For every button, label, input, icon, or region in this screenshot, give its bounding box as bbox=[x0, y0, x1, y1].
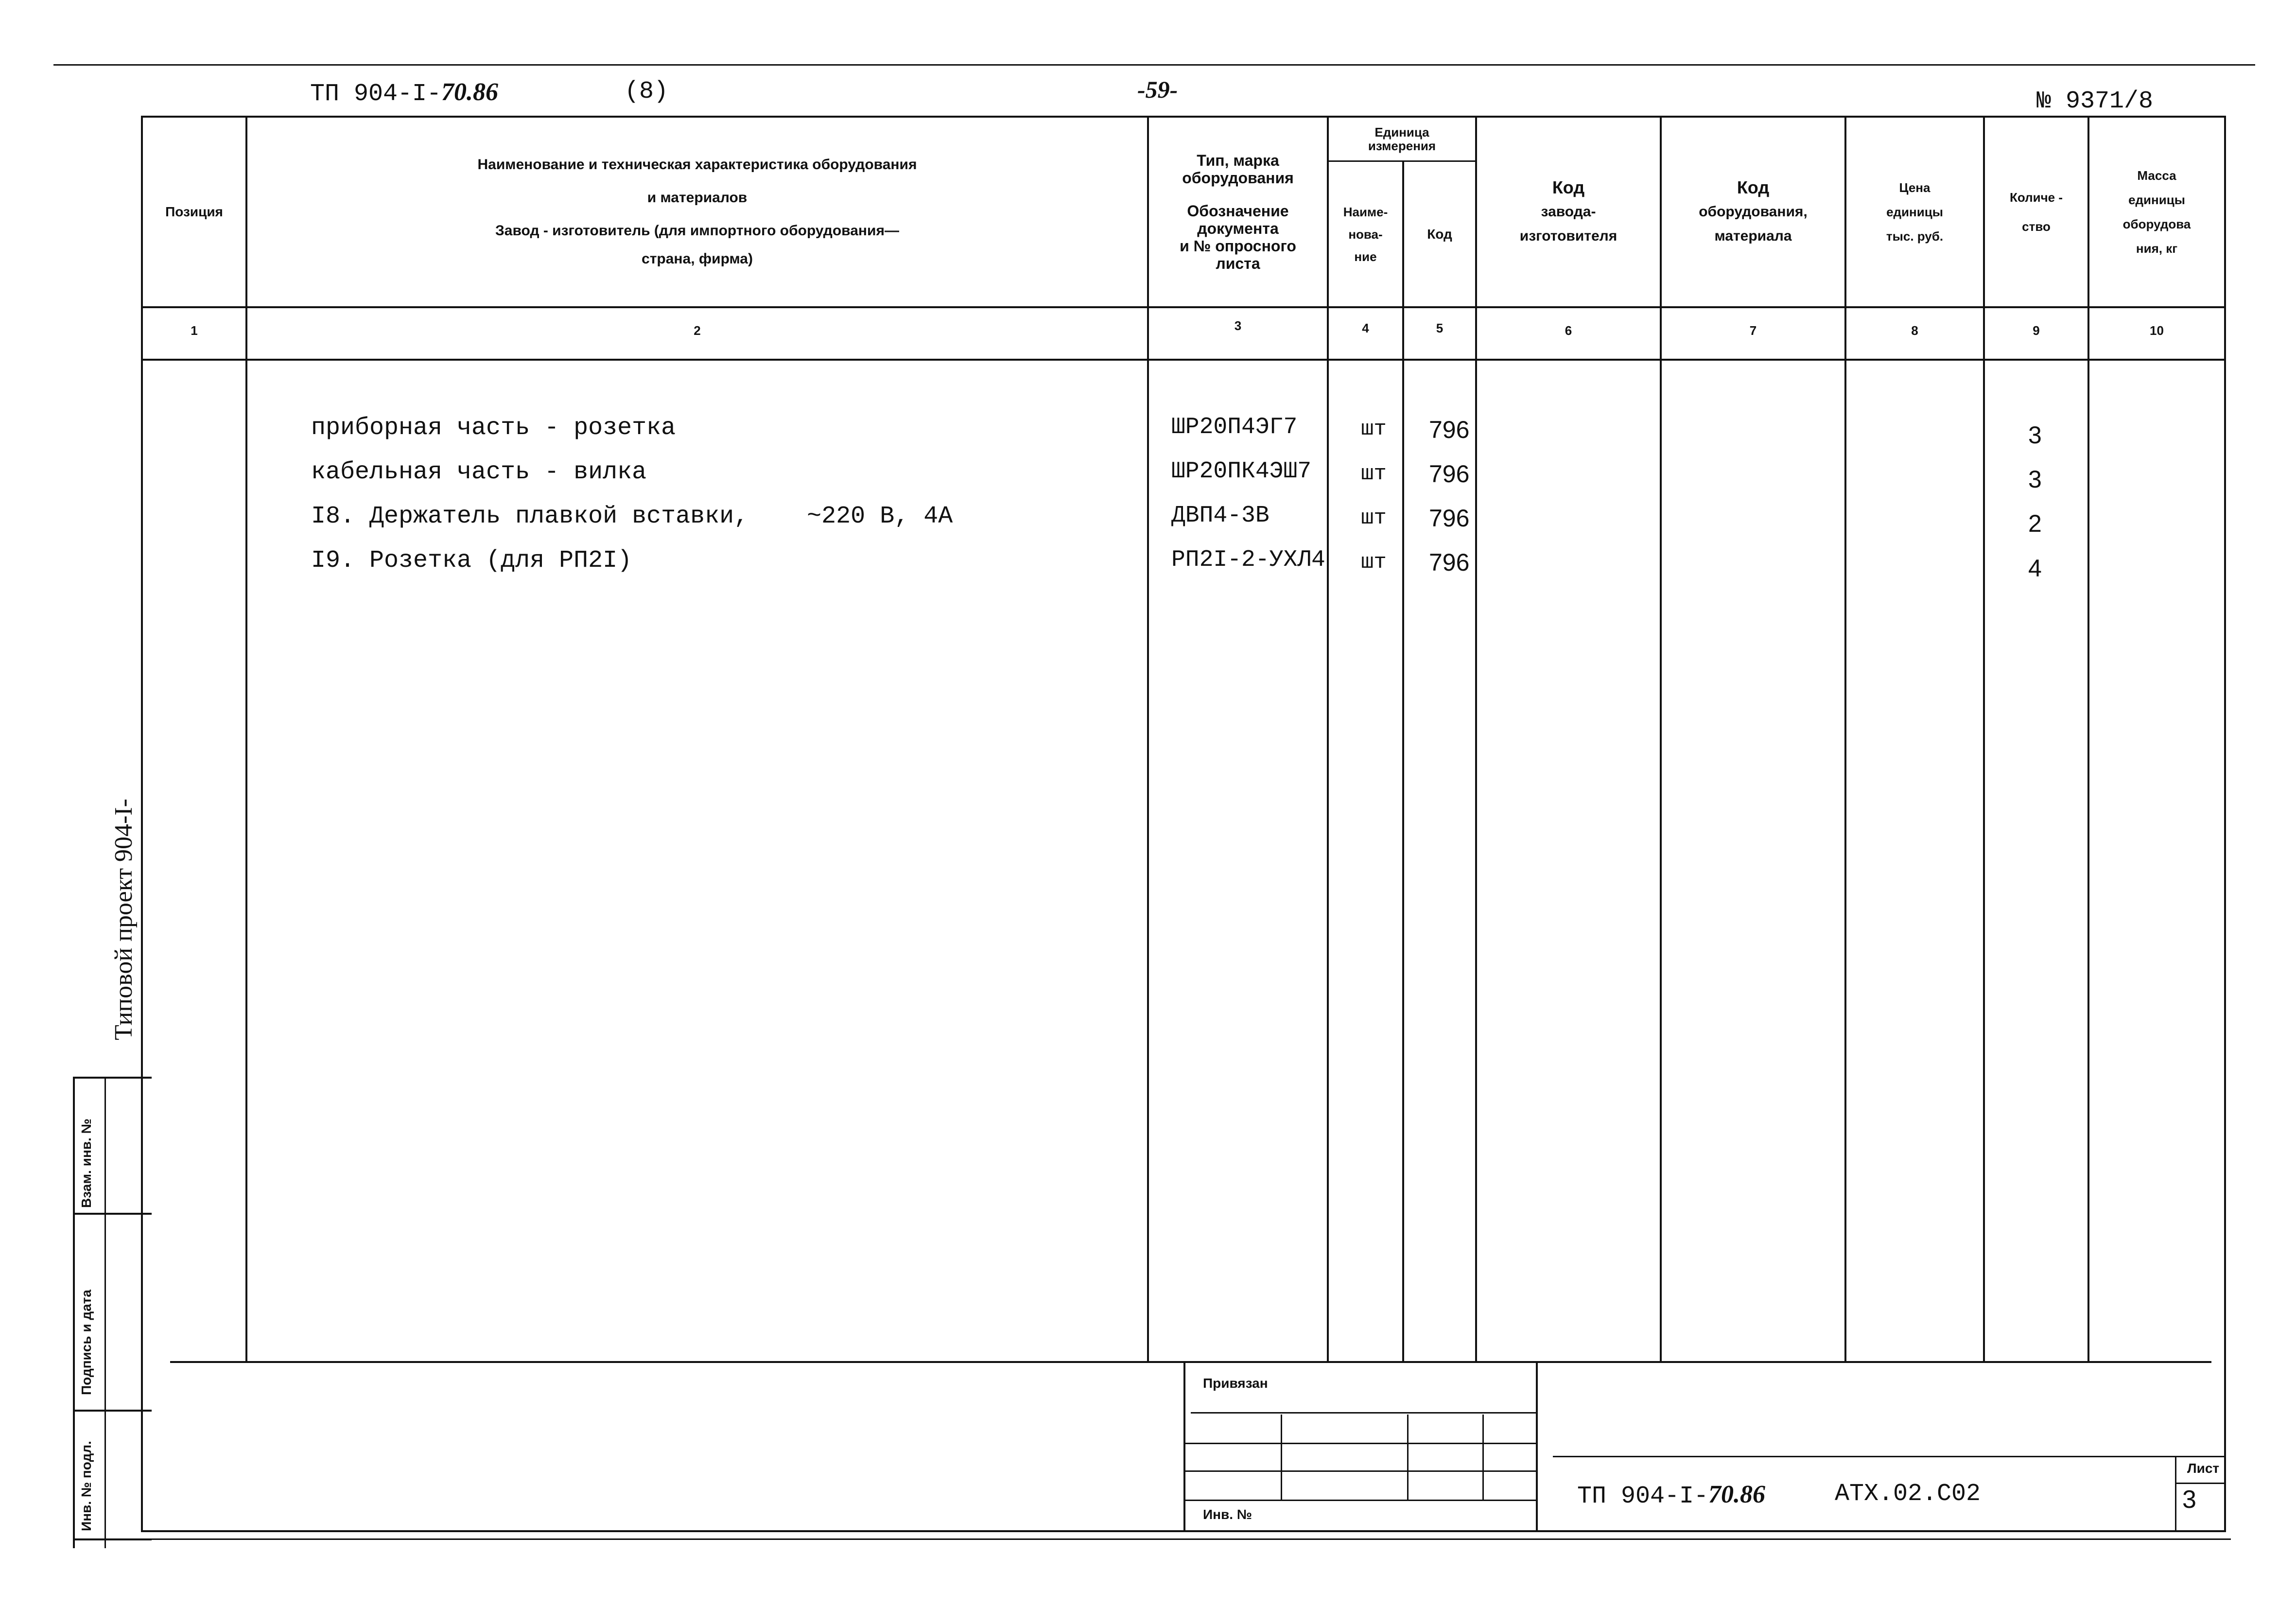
row-qty: 2 bbox=[2028, 510, 2042, 537]
project-code-suffix: 70.86 bbox=[441, 78, 499, 106]
col-number-2: 2 bbox=[694, 323, 701, 338]
tb-code-top-line bbox=[1553, 1456, 2224, 1457]
header-type-line1: Тип, марка bbox=[1197, 152, 1279, 169]
inventory-code: № 9371/8 bbox=[2036, 87, 2154, 115]
column-number-line bbox=[141, 359, 2226, 361]
header-name-line3: Завод - изготовитель (для импортного оборудования— bbox=[495, 223, 899, 239]
stamp-vzam-label: Взам. инв. № bbox=[79, 1118, 94, 1208]
tb-line-1 bbox=[1191, 1412, 1536, 1414]
body-bottom-line bbox=[170, 1361, 2211, 1363]
header-equipment-code-line2: оборудования, bbox=[1699, 204, 1808, 220]
header-unit-name-line3: ние bbox=[1354, 249, 1377, 264]
row-unit: шт bbox=[1361, 462, 1387, 486]
top-border-line bbox=[53, 64, 2255, 66]
row-qty: 3 bbox=[2028, 421, 2042, 449]
header-type bbox=[1149, 118, 1327, 306]
row-name: I9. Розетка (для РП2I) bbox=[311, 547, 632, 575]
header-unit-name bbox=[1329, 162, 1402, 306]
header-mass-line4: ния, кг bbox=[2136, 241, 2178, 256]
header-type-line3: Обозначение bbox=[1187, 202, 1289, 220]
row-type: РП2I-2-УХЛ4 bbox=[1171, 547, 1325, 573]
stamp-line-3 bbox=[73, 1410, 152, 1412]
header-plant-code-line2: завода- bbox=[1541, 204, 1596, 220]
row-code: 796 bbox=[1429, 505, 1470, 532]
row-qty: 3 bbox=[2028, 466, 2042, 493]
header-name-line1: Наименование и техническая характеристика оборудования bbox=[477, 157, 917, 173]
tb-sheet-sep bbox=[2175, 1483, 2224, 1484]
header-type-line4: документа bbox=[1197, 220, 1279, 237]
header-unit-line2: измерения bbox=[1368, 139, 1436, 153]
header-name-line2: и материалов bbox=[647, 190, 748, 206]
bottom-border-line bbox=[141, 1530, 2226, 1532]
header-unit-name-line1: Наиме- bbox=[1343, 205, 1388, 219]
row-unit: шт bbox=[1361, 550, 1387, 575]
header-name-line4: страна, фирма) bbox=[642, 251, 753, 267]
header-bottom-line bbox=[141, 306, 2226, 308]
tb-sheet-number: 3 bbox=[2182, 1485, 2196, 1514]
header-plant-code-line3: изготовителя bbox=[1519, 228, 1618, 244]
page-number: -59- bbox=[1137, 76, 1178, 103]
header-quantity bbox=[1985, 118, 2087, 306]
header-unit-code: Код bbox=[1427, 227, 1452, 242]
header-price-line3: тыс. руб. bbox=[1886, 229, 1944, 244]
stamp-inv-label: Инв. № подл. bbox=[79, 1441, 94, 1531]
row-type: ШР20П4ЭГ7 bbox=[1171, 414, 1298, 440]
tb-privyazan: Привязан bbox=[1203, 1376, 1268, 1391]
row-name: приборная часть - розетка bbox=[311, 414, 676, 442]
col-number-3: 3 bbox=[1234, 318, 1242, 333]
stamp-line-1 bbox=[73, 1077, 152, 1079]
tb-cell-line-2 bbox=[1407, 1415, 1409, 1501]
project-code-text: ТП 904-I- bbox=[310, 80, 442, 108]
stamp-left-line bbox=[73, 1077, 75, 1548]
header-name bbox=[247, 118, 1147, 306]
col-number-4: 4 bbox=[1362, 321, 1369, 335]
row-code: 796 bbox=[1429, 460, 1470, 488]
header-plant-code bbox=[1477, 118, 1660, 306]
header-equipment-code-line1: Код bbox=[1737, 177, 1770, 197]
header-type-line5: и № опросного bbox=[1180, 237, 1296, 255]
row-unit: шт bbox=[1361, 417, 1387, 441]
row-name: I8. Держатель плавкой вставки, ~220 В, 4А bbox=[311, 503, 953, 530]
col-number-7: 7 bbox=[1749, 323, 1757, 338]
header-mass-line2: единицы bbox=[2128, 192, 2185, 207]
tb-doc-code-text: ТП 904-I- bbox=[1577, 1483, 1709, 1510]
row-type: ДВП4-3В bbox=[1171, 503, 1270, 529]
col-number-6: 6 bbox=[1565, 323, 1572, 338]
row-type: ШР20ПК4ЭШ7 bbox=[1171, 458, 1312, 485]
col-line-10 bbox=[2224, 116, 2226, 1530]
header-price-line2: единицы bbox=[1886, 205, 1943, 219]
col-number-5: 5 bbox=[1436, 321, 1444, 335]
row-unit: шт bbox=[1361, 506, 1387, 530]
header-equipment-code bbox=[1662, 118, 1844, 306]
project-code bbox=[310, 78, 498, 108]
header-price-line1: Цена bbox=[1899, 180, 1931, 195]
col-number-8: 8 bbox=[1911, 323, 1918, 338]
row-code: 796 bbox=[1429, 549, 1470, 576]
tb-cell-line-1 bbox=[1281, 1415, 1282, 1501]
bottom-outer-line bbox=[73, 1538, 2231, 1540]
tb-sheet-line bbox=[2175, 1456, 2176, 1530]
header-type-line6: листа bbox=[1216, 255, 1260, 272]
sheet-part: (8) bbox=[625, 78, 669, 105]
header-unit-line1: Единица bbox=[1374, 125, 1429, 140]
stamp-line-2 bbox=[73, 1213, 152, 1215]
header-position: Позиция bbox=[165, 204, 223, 219]
tb-doc-mark: АТХ.02.С02 bbox=[1835, 1480, 1981, 1508]
tb-doc-code-suffix: 70.86 bbox=[1708, 1481, 1766, 1508]
tb-left-line bbox=[1183, 1361, 1185, 1530]
tb-inv-no: Инв. № bbox=[1203, 1507, 1252, 1522]
header-unit-group bbox=[1329, 118, 1475, 160]
header-mass-line1: Масса bbox=[2137, 168, 2176, 183]
tb-sheet-label: Лист bbox=[2187, 1461, 2220, 1476]
col-number-10: 10 bbox=[2150, 323, 2164, 338]
header-mass-line3: оборудова bbox=[2122, 217, 2191, 231]
row-code: 796 bbox=[1429, 416, 1470, 443]
tb-right-line bbox=[1536, 1361, 1538, 1530]
header-type-line2: оборудования bbox=[1182, 169, 1294, 187]
header-mass bbox=[2089, 118, 2224, 306]
header-equipment-code-line3: материала bbox=[1714, 228, 1792, 244]
unit-group-line bbox=[1327, 160, 1475, 162]
header-unit-name-line2: нова- bbox=[1348, 227, 1383, 242]
col-number-1: 1 bbox=[191, 323, 198, 338]
col-line-4 bbox=[1402, 160, 1404, 1362]
row-name: кабельная часть - вилка bbox=[311, 458, 647, 486]
tb-cell-line-3 bbox=[1482, 1415, 1484, 1501]
side-project-label: Типовой проект 904-I- bbox=[110, 799, 138, 1040]
row-qty: 4 bbox=[2028, 555, 2042, 582]
header-quantity-line2: ство bbox=[2022, 219, 2051, 234]
header-price bbox=[1846, 118, 1983, 306]
stamp-mid-line bbox=[104, 1077, 106, 1548]
header-plant-code-line1: Код bbox=[1552, 177, 1585, 197]
stamp-sign-label: Подпись и дата bbox=[79, 1290, 94, 1395]
header-quantity-line1: Количе - bbox=[2009, 190, 2063, 205]
tb-doc-code bbox=[1577, 1480, 1765, 1510]
col-number-9: 9 bbox=[2033, 323, 2040, 338]
